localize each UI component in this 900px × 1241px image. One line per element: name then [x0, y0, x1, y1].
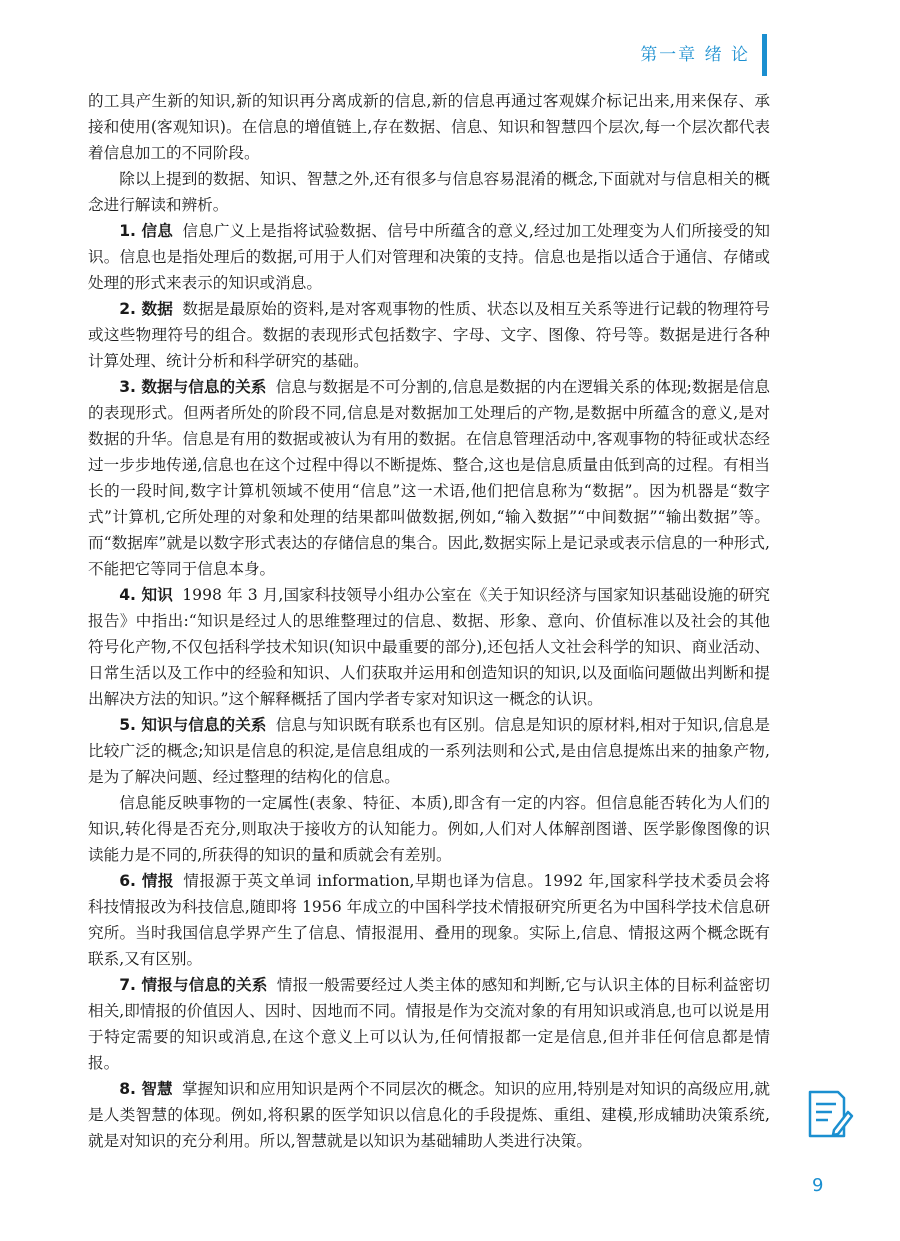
chapter-header: 第一章 绪 论 [640, 45, 750, 65]
definition-knowledge-info-relation: 5. 知识与信息的关系 信息与知识既有联系也有区别。信息是知识的原材料,相对于知识,信息是比较广泛的概念;知识是信息的积淀,是信息组成的一系列法则和公式,是由信息提炼出来的抽象产物,是为了解决问题、经过整理的结构化的信息。 [88, 716, 771, 786]
term-label: 6. 情报 [119, 872, 174, 890]
term-label: 8. 智慧 [119, 1080, 173, 1098]
term-label: 2. 数据 [119, 300, 174, 318]
definition-data: 2. 数据 数据是最原始的资料,是对客观事物的性质、状态以及相互关系等进行记载的物理符号或这些物理符号的组合。数据的表现形式包括数字、字母、文字、图像、符号等。数据是进行各种计算处理、统计分析和科学研究的基础。 [88, 300, 770, 370]
term-label: 1. 信息 [119, 222, 174, 240]
term-label: 3. 数据与信息的关系 [119, 378, 267, 396]
page-number: 9 [812, 1175, 824, 1196]
paragraph: 除以上提到的数据、知识、智慧之外,还有很多与信息容易混淆的概念,下面就对与信息相关的概念进行解读和辨析。 [88, 170, 770, 214]
paragraph: 的工具产生新的知识,新的知识再分离成新的信息,新的信息再通过客观媒介标记出来,用来保存、承接和使用(客观知识)。在信息的增值链上,存在数据、信息、知识和智慧四个层次,每一个层次都代表着信息加工的不同阶段。 [88, 92, 770, 162]
definition-knowledge: 4. 知识 1998 年 3 月,国家科技领导小组办公室在《关于知识经济与国家知识基础设施的研究报告》中指出:“知识是经过人的思维整理过的信息、数据、形象、意向、价值标准以及社会的其他符号化产物,不仅包括科学技术知识(知识中最重要的部分),还包括人文社会科学的知识、商业活动、日常生活以及工作中的经验和知识、人们获取并运用和创造知识的知识,以及面临问题做出判断和提出解决方法的知识。”这个解释概括了国内学者专家对知识这一概念的认识。 [88, 586, 770, 708]
term-label: 5. 知识与信息的关系 [119, 716, 267, 734]
definition-wisdom: 8. 智慧 掌握知识和应用知识是两个不同层次的概念。知识的应用,特别是对知识的高级应用,就是人类智慧的体现。例如,将积累的医学知识以信息化的手段提炼、重组、建模,形成辅助决策系统,就是对知识的充分利用。所以,智慧就是以知识为基础辅助人类进行决策。 [88, 1080, 771, 1150]
definition-info: 1. 信息 信息广义上是指将试验数据、信号中所蕴含的意义,经过加工处理变为人们所接受的知识。信息也是指处理后的数据,可用于人们对管理和决策的支持。信息也是指以适合于通信、存储或处理的形式来表示的知识或消息。 [88, 222, 770, 292]
paragraph: 信息能反映事物的一定属性(表象、特征、本质),即含有一定的内容。但信息能否转化为人们的知识,转化得是否充分,则取决于接收方的认知能力。例如,人们对人体解剖图谱、医学影像图像的识读能力是不同的,所获得的知识的量和质就会有差别。 [88, 794, 770, 864]
term-label: 4. 知识 [119, 586, 173, 604]
definition-intelligence-info-relation: 7. 情报与信息的关系 情报一般需要经过人类主体的感知和判断,它与认识主体的目标利益密切相关,即情报的价值因人、因时、因地而不同。情报是作为交流对象的有用知识或消息,也可以说是用于特定需要的知识或消息,在这个意义上可以认为,任何情报都一定是信息,但并非任何信息都是情报。 [88, 976, 771, 1072]
definition-intelligence: 6. 情报 情报源于英文单词 information,早期也译为信息。1992 年,国家科学技术委员会将科技情报改为科技信息,随即将 1956 年成立的中国科学技术情报研究所更名为中国科学技术信息研究所。当时我国信息学界产生了信息、情报混用、叠用的现象。实际上,信息、情报这两个概念既有联系,又有区别。 [88, 872, 770, 968]
page-body [88, 88, 770, 1154]
definition-data-info-relation: 3. 数据与信息的关系 信息与数据是不可分割的,信息是数据的内在逻辑关系的体现;数据是信息的表现形式。但两者所处的阶段不同,信息是对数据加工处理后的产物,是数据中所蕴含的意义,是对数据的升华。信息是有用的数据或被认为有用的数据。在信息管理活动中,客观事物的特征或状态经过一步步地传递,信息也在这个过程中得以不断提炼、整合,这也是信息质量由低到高的过程。有相当长的一段时间,数字计算机领域不使用“信息”这一术语,他们把信息称为“数据”。因为机器是“数字式”计算机,它所处理的对象和处理的结果都叫做数据,例如,“输入数据”“中间数据”“输出数据”等。而“数据库”就是以数字形式表达的存储信息的集合。因此,数据实际上是记录或表示信息的一种形式,不能把它等同于信息本身。 [88, 378, 771, 578]
term-label: 7. 情报与信息的关系 [119, 976, 268, 994]
header-accent-bar [762, 34, 767, 76]
notes-pencil-icon [804, 1086, 854, 1142]
